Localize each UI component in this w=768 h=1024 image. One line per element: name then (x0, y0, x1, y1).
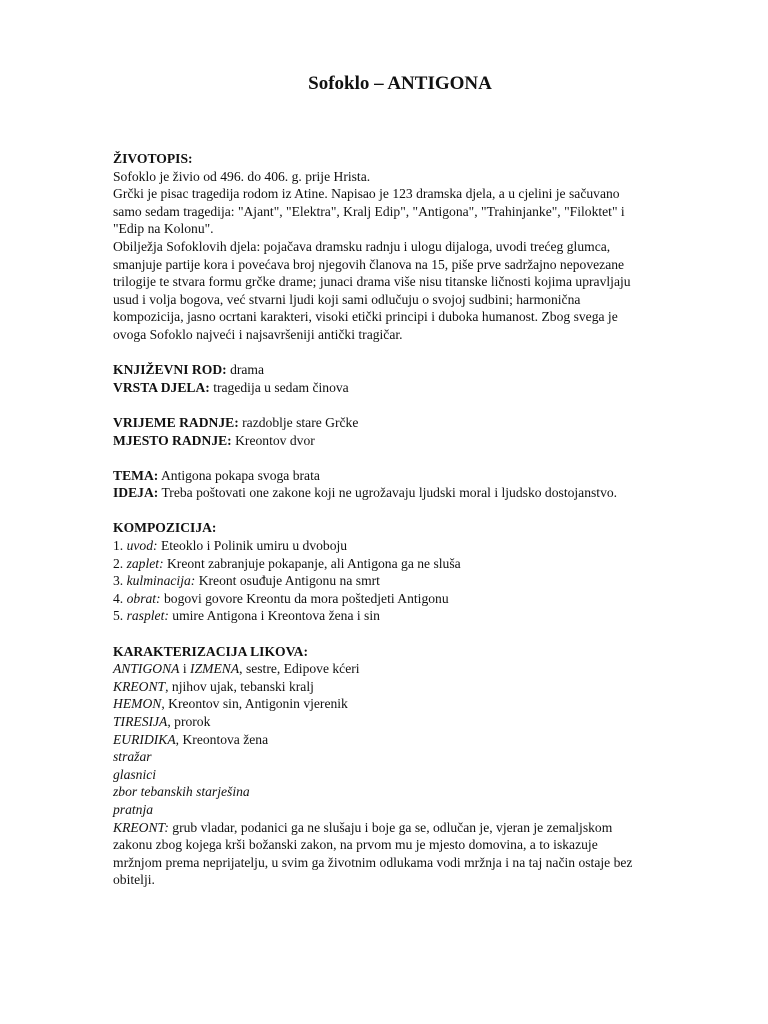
character-line (113, 695, 698, 713)
item-term: uvod: (126, 538, 158, 554)
list-item (113, 555, 698, 573)
item-number: 4. (113, 590, 127, 606)
field-ideja (113, 484, 698, 502)
list-item (113, 590, 698, 608)
paragraph-line: trilogije te stvara formu grčke drame; junaci drama više nisu titanske ličnosti kojima upravljaju (113, 274, 631, 290)
field-label: TEMA: (113, 467, 159, 483)
character-name: TIRESIJA (113, 714, 168, 729)
paragraph-line: usud i volja bogova, već stvarni ljudi koji sami odlučuju o svojoj sudbini; harmonična (113, 291, 581, 307)
character-name: KREONT: (113, 819, 169, 835)
character-name: EURIDIKA (113, 731, 176, 747)
item-text: bogovi govore Kreontu da mora poštedjeti Antigonu (160, 590, 449, 606)
field-value: razdoblje stare Grčke (238, 414, 359, 430)
paragraph-line: smanjuje partije kora i povećava broj njegovih članova na 15, piše prve sadržajno nepovezane (113, 256, 625, 272)
paragraph-line: Obilježja Sofoklovih djela: pojačava dramsku radnju i ulogu dijaloga, uvodi trećeg glumca, (113, 238, 611, 254)
character-desc: grub vladar, podanici ga ne slušaju i boje ga se, odlučan je, vjeran je zemaljskom (168, 819, 613, 835)
item-number: 3. (113, 573, 127, 589)
paragraph-line: kompozicija, jasno ocrtani karakteri, visoki etički principi i duboka humanost. Zbog svega je (113, 309, 618, 325)
character-name: IZMENA (190, 661, 240, 677)
field-value: Antigona pokapa svoga brata (158, 467, 320, 483)
kreont-description-line: mržnjom prema neprijatelju, u svim ga životnim odlukama vodi mržnja i na taj način ostaje bez (113, 854, 633, 870)
item-term: zaplet: (126, 555, 164, 571)
item-term: obrat: (126, 590, 161, 606)
field-value: Kreontov dvor (231, 432, 315, 448)
connector-text: i (179, 661, 191, 677)
character-line (113, 713, 698, 731)
field-value: Treba poštovati one zakone koji ne ugrožavaju ljudski moral i ljudsko dostojanstvo. (158, 485, 618, 501)
character-desc: , Kreontova žena (175, 731, 269, 747)
character-line: stražar (113, 749, 152, 765)
item-number: 1. (113, 538, 127, 554)
paragraph-line: samo sedam tragedija: "Ajant", "Elektra", Kralj Edip", "Antigona", "Trahinjanke", "Filoktet" i (113, 203, 625, 219)
character-desc: , prorok (167, 714, 211, 729)
field-knjizevni-rod (113, 361, 698, 379)
list-item (113, 537, 698, 555)
field-vrijeme-radnje (113, 414, 698, 432)
field-label: KNJIŽEVNI ROD: (113, 362, 227, 378)
item-term: rasplet: (126, 608, 169, 624)
field-vrsta-djela (113, 379, 698, 397)
character-line (113, 678, 698, 696)
field-mjesto-radnje (113, 432, 698, 450)
character-desc: , njihov ujak, tebanski kralj (165, 678, 314, 694)
character-desc: , sestre, Edipove kćeri (239, 661, 360, 677)
paragraph-line: Sofoklo je živio od 496. do 406. g. prije Hrista. (113, 168, 371, 184)
character-name: ANTIGONA (113, 661, 180, 677)
character-line: glasnici (113, 766, 157, 782)
character-desc: , Kreontov sin, Antigonin vjerenik (161, 696, 348, 712)
character-line: zbor tebanskih starješina (113, 784, 250, 800)
kreont-description-line: zakonu zbog kojega krši božanski zakon, na prvom mu je mjesto domovina, a to iskazuje (113, 837, 598, 853)
list-item (113, 607, 698, 625)
kreont-description-line (113, 819, 698, 837)
page-title: Sofoklo – ANTIGONA (308, 73, 492, 94)
kreont-description-line: obitelji. (113, 872, 155, 888)
item-text: Kreont zabranjuje pokapanje, ali Antigona ga ne sluša (163, 555, 461, 571)
item-number: 5. (113, 608, 127, 624)
character-line: pratnja (113, 801, 154, 817)
character-line (113, 731, 698, 749)
paragraph-line: "Edip na Kolonu". (113, 221, 214, 237)
section-heading-zivotopis: ŽIVOTOPIS: (113, 151, 193, 166)
section-heading-kompozicija: KOMPOZICIJA: (113, 520, 217, 536)
item-text: Kreont osuđuje Antigonu na smrt (195, 573, 380, 589)
character-name: KREONT (113, 678, 166, 694)
section-heading-likovi: KARAKTERIZACIJA LIKOVA: (113, 643, 309, 659)
paragraph-line: Grčki je pisac tragedija rodom iz Atine. Napisao je 123 dramska djela, a u cjelini je sačuvano (113, 186, 620, 202)
item-text: Eteoklo i Polinik umiru u dvoboju (157, 538, 348, 554)
item-number: 2. (113, 555, 127, 571)
paragraph-line: ovoga Sofoklo najveći i najsavršeniji antički tragičar. (113, 326, 403, 342)
item-term: kulminacija: (126, 573, 196, 589)
character-name: HEMON (113, 696, 162, 712)
list-item (113, 572, 698, 590)
field-value: drama (226, 362, 265, 378)
field-label: MJESTO RADNJE: (113, 432, 232, 448)
field-label: VRSTA DJELA: (113, 379, 210, 395)
field-tema (113, 467, 698, 485)
field-label: VRIJEME RADNJE: (113, 414, 239, 430)
document-body (113, 150, 698, 889)
field-value: tragedija u sedam činova (209, 379, 349, 395)
character-line (113, 660, 698, 678)
item-text: umire Antigona i Kreontova žena i sin (168, 608, 380, 624)
field-label: IDEJA: (113, 485, 159, 501)
